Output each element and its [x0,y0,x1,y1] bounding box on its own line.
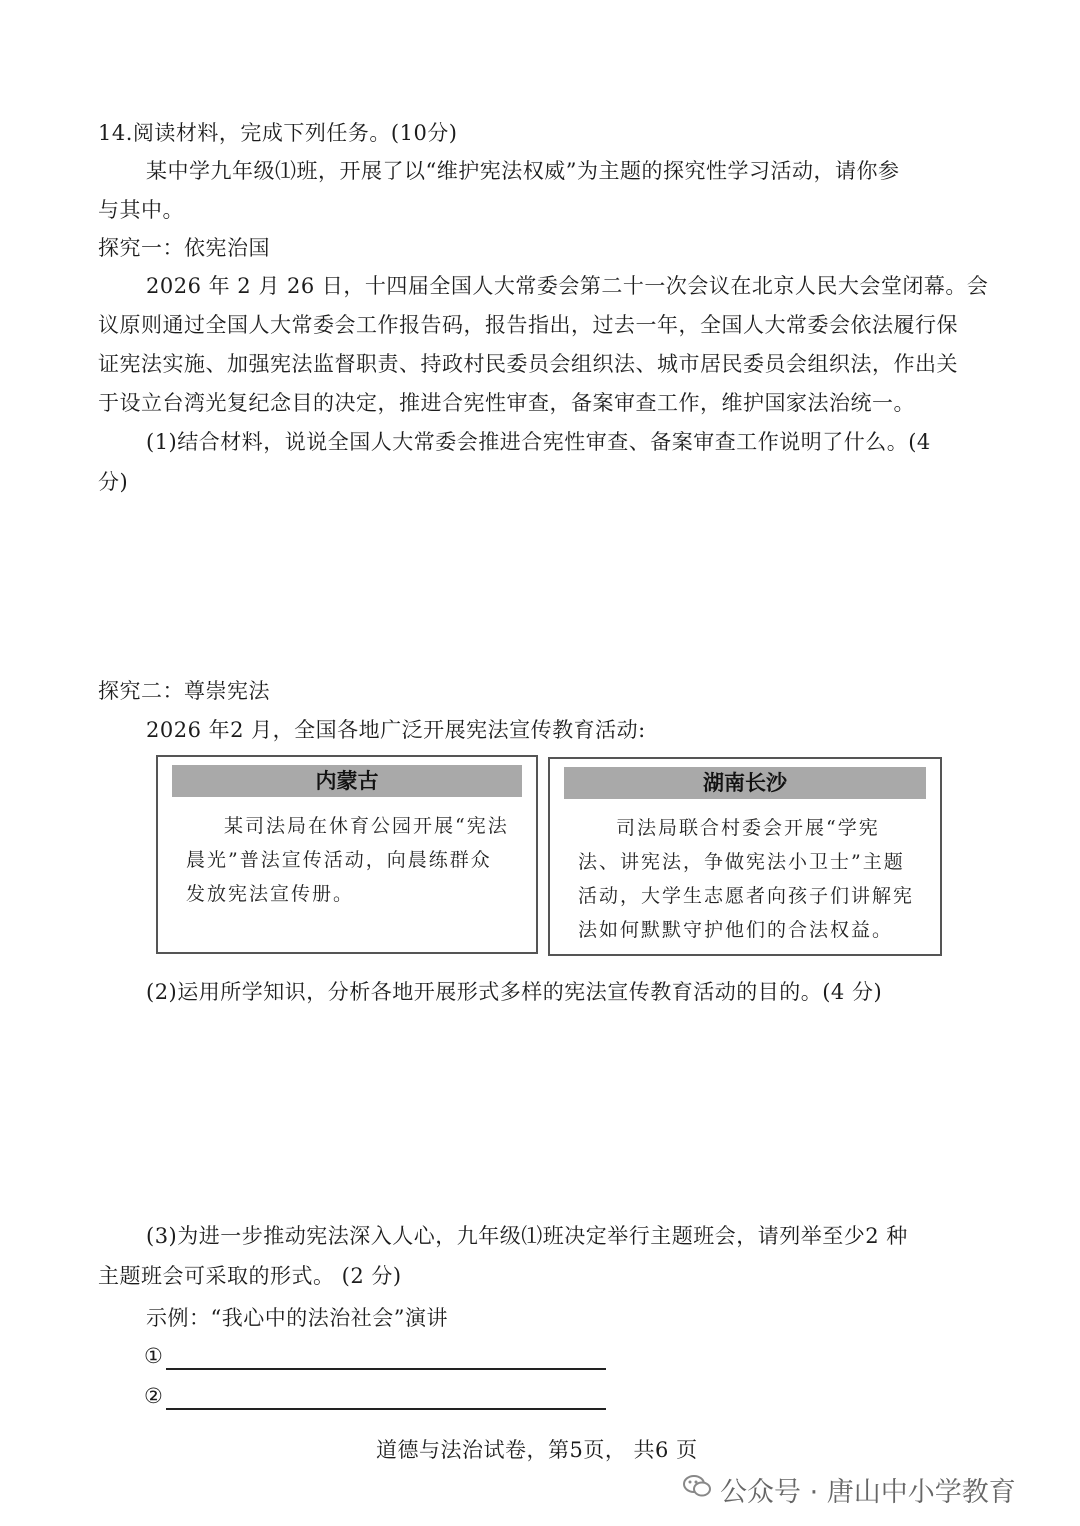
section2-title: 探究二：尊崇宪法 [98,679,270,703]
question-1-line1: (1)结合材料，说说全国人大常委会推进合宪性审查、备案审查工作说明了什么。(4 [146,430,931,454]
material-box-text: 司法局联合村委会开展“学宪法、讲宪法，争做宪法小卫士”主题活动，大学生志愿者向孩子们讲解宪法如何默默守护他们的合法权益。 [578,817,915,941]
section2-intro: 2026 年2 月，全国各地广泛开展宪法宣传教育活动: [146,718,646,742]
question-1-line2: 分) [98,470,129,494]
question-2: (2)运用所学知识，分析各地开展形式多样的宪法宣传教育活动的目的。(4 分) [146,980,883,1004]
watermark-text: 公众号 · 唐山中小学教育 [720,1477,1016,1508]
material-box-hunan-changsha [548,757,942,956]
question-intro-line1: 某中学九年级⑴班，开展了以“维护宪法权威”为主题的探究性学习活动，请你参 [146,159,900,183]
material-box-title: 湖南长沙 [564,767,926,799]
answer-blank-2[interactable] [166,1408,606,1410]
material-box-title: 内蒙古 [172,765,522,797]
section1-material-line3: 证宪法实施、加强宪法监督职责、持政村民委员会组织法、城市居民委员会组织法，作出关 [98,352,958,376]
material-box-text: 某司法局在休育公园开展“宪法晨光”普法宣传活动，向晨练群众发放宪法宣传册。 [186,815,509,905]
section1-material-line1: 2026 年 2 月 26 日，十四届全国人大常委会第二十一次会议在北京人民大会堂闭幕。会 [146,274,989,298]
answer-marker-1: ① [144,1344,164,1368]
answer-blank-1[interactable] [166,1368,606,1370]
answer-example: 示例：“我心中的法治社会”演讲 [146,1306,448,1330]
material-box-inner-mongolia [156,755,538,954]
section1-material-line4: 于设立台湾光复纪念目的决定，推进合宪性审查，备案审查工作，维护国家法治统一。 [98,391,915,415]
answer-marker-2: ② [144,1384,164,1408]
section1-title: 探究一：依宪治国 [98,236,270,260]
question-3-line2: 主题班会可采取的形式。 (2 分) [98,1264,402,1288]
wechat-icon [682,1473,712,1499]
question-heading: 14.阅读材料，完成下列任务。(10分) [98,121,458,145]
question-3-line1: (3)为进一步推动宪法深入人心，九年级⑴班决定举行主题班会，请列举至少2 种 [146,1224,908,1248]
question-intro-line2: 与其中。 [98,198,184,222]
section1-material-line2: 议原则通过全国人大常委会工作报告码，报告指出，过去一年，全国人大常委会依法履行保 [98,313,958,337]
page-footer: 道德与法治试卷，第5页， 共6 页 [376,1438,698,1462]
